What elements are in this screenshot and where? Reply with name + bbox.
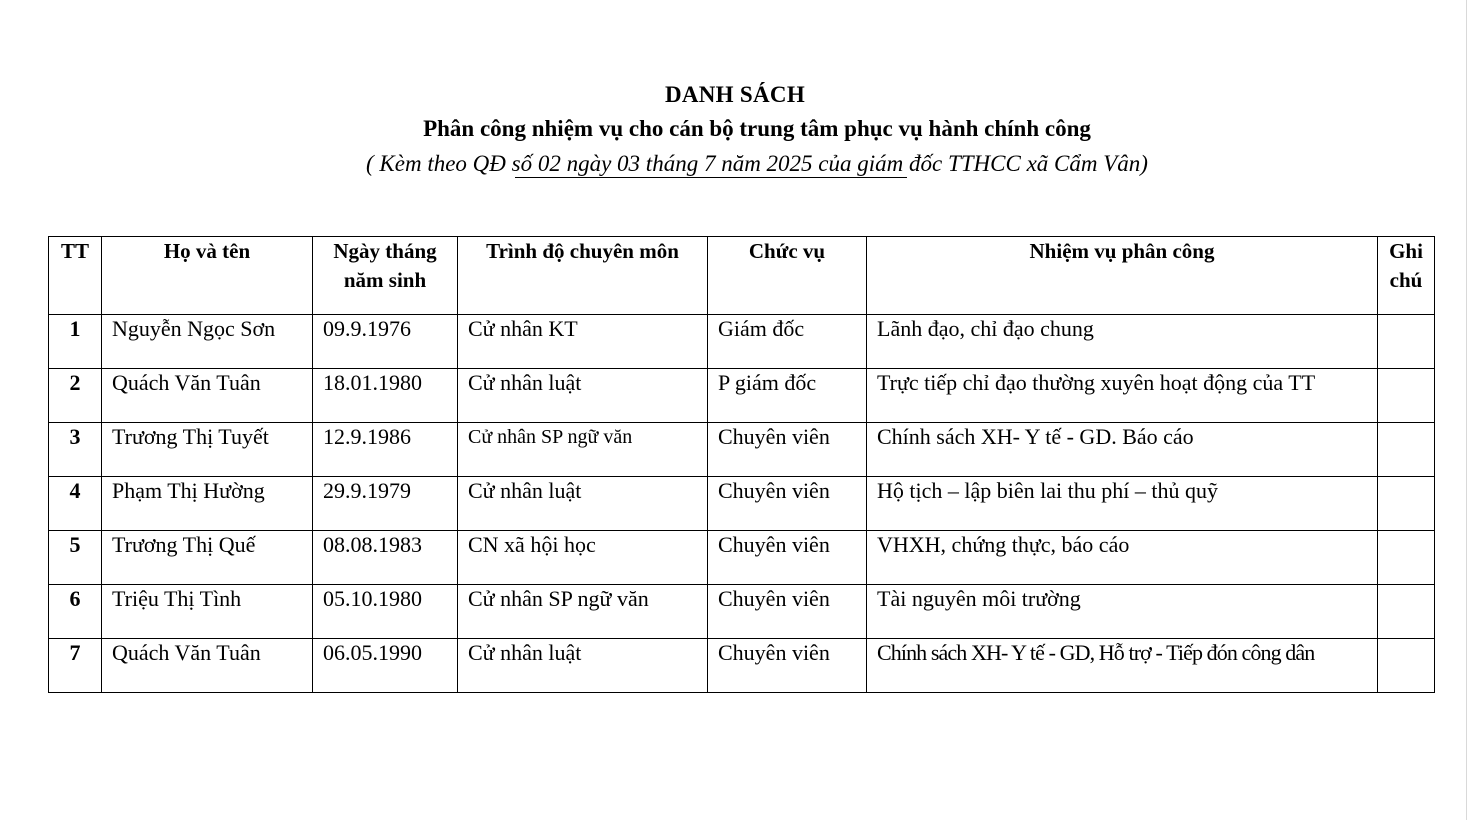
assignment-table	[48, 236, 1435, 693]
cell-tt: 1	[49, 315, 102, 369]
cell-name: Phạm Thị Hường	[102, 477, 313, 531]
header-name: Họ và tên	[102, 237, 313, 315]
cell-tt: 5	[49, 531, 102, 585]
header-duty: Nhiệm vụ phân công	[867, 237, 1378, 315]
cell-tt: 2	[49, 369, 102, 423]
table-row	[49, 531, 1435, 585]
cell-dob: 18.01.1980	[313, 369, 458, 423]
cell-name: Trương Thị Quế	[102, 531, 313, 585]
cell-remark	[1378, 531, 1435, 585]
cell-position: Chuyên viên	[708, 639, 867, 693]
header-position: Chức vụ	[708, 237, 867, 315]
cell-duty: VHXH, chứng thực, báo cáo	[867, 531, 1378, 585]
cell-remark	[1378, 639, 1435, 693]
document-title: DANH SÁCH	[664, 82, 806, 107]
table-row	[49, 423, 1435, 477]
cell-remark	[1378, 477, 1435, 531]
cell-dob: 05.10.1980	[313, 585, 458, 639]
cell-qualification: CN xã hội học	[458, 531, 708, 585]
cell-name: Nguyễn Ngọc Sơn	[102, 315, 313, 369]
cell-tt: 4	[49, 477, 102, 531]
cell-remark	[1378, 423, 1435, 477]
cell-remark	[1378, 369, 1435, 423]
header-dob: Ngày tháng năm sinh	[313, 237, 458, 315]
cell-remark	[1378, 585, 1435, 639]
cell-tt: 3	[49, 423, 102, 477]
cell-position: Chuyên viên	[708, 531, 867, 585]
cell-duty: Hộ tịch – lập biên lai thu phí – thủ quỹ	[867, 477, 1378, 531]
cell-qualification: Cử nhân luật	[458, 477, 708, 531]
cell-name: Trương Thị Tuyết	[102, 423, 313, 477]
cell-name: Triệu Thị Tình	[102, 585, 313, 639]
document-subtitle: Phân công nhiệm vụ cho cán bộ trung tâm phục vụ hành chính công	[423, 116, 1091, 141]
cell-duty: Chính sách XH- Y tế - GD. Báo cáo	[867, 423, 1378, 477]
cell-position: Giám đốc	[708, 315, 867, 369]
cell-dob: 06.05.1990	[313, 639, 458, 693]
cell-qualification: Cử nhân luật	[458, 369, 708, 423]
cell-dob: 09.9.1976	[313, 315, 458, 369]
cell-qualification: Cử nhân SP ngữ văn	[458, 423, 708, 477]
header-qualification: Trình độ chuyên môn	[458, 237, 708, 315]
document-note: ( Kèm theo QĐ số 02 ngày 03 tháng 7 năm 2025 của giám đốc TTHCC xã Cẩm Vân)	[366, 151, 1148, 176]
table-header-row	[49, 237, 1435, 315]
table-row	[49, 639, 1435, 693]
cell-name: Quách Văn Tuân	[102, 369, 313, 423]
cell-tt: 6	[49, 585, 102, 639]
cell-qualification: Cử nhân KT	[458, 315, 708, 369]
cell-duty: Trực tiếp chỉ đạo thường xuyên hoạt động của TT	[867, 369, 1378, 423]
table-row	[49, 477, 1435, 531]
cell-position: Chuyên viên	[708, 423, 867, 477]
cell-dob: 29.9.1979	[313, 477, 458, 531]
cell-position: Chuyên viên	[708, 477, 867, 531]
cell-duty: Tài nguyên môi trường	[867, 585, 1378, 639]
cell-qualification: Cử nhân SP ngữ văn	[458, 585, 708, 639]
cell-dob: 08.08.1983	[313, 531, 458, 585]
cell-duty: Chính sách XH- Y tế - GD, Hỗ trợ - Tiếp đón công dân	[867, 639, 1378, 693]
cell-duty: Lãnh đạo, chỉ đạo chung	[867, 315, 1378, 369]
cell-qualification: Cử nhân luật	[458, 639, 708, 693]
cell-tt: 7	[49, 639, 102, 693]
cell-position: P giám đốc	[708, 369, 867, 423]
cell-remark	[1378, 315, 1435, 369]
header-remark: Ghi chú	[1378, 237, 1435, 315]
cell-position: Chuyên viên	[708, 585, 867, 639]
cell-name: Quách Văn Tuân	[102, 639, 313, 693]
header-tt: TT	[49, 237, 102, 315]
table-row	[49, 315, 1435, 369]
table-row	[49, 369, 1435, 423]
cell-dob: 12.9.1986	[313, 423, 458, 477]
note-underline	[515, 177, 907, 178]
table-row	[49, 585, 1435, 639]
